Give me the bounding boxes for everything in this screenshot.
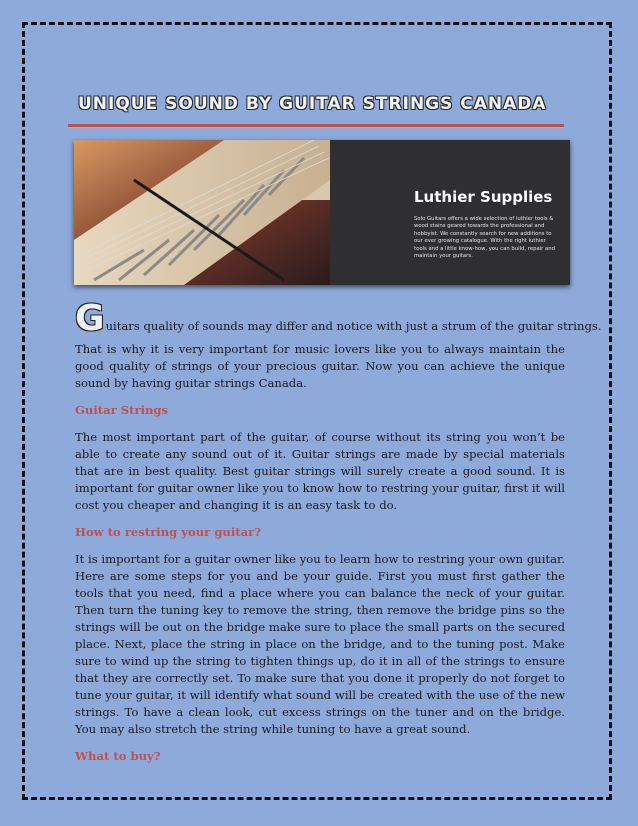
luthier-supplies-banner — [74, 140, 570, 285]
banner-text: Solo Guitars offers a wide selection of luthier tools & wood stains geared towards the professional and hobbyist. We constantly search for new additions to our ever growing catalogue. With the right luthier tools and a little know-how, you can build, repair and maintain your guitars. — [414, 216, 556, 260]
banner-heading: Luthier Supplies — [414, 188, 553, 206]
section-heading-what-to-buy: What to buy? — [75, 749, 161, 763]
section-heading-guitar-strings: Guitar Strings — [75, 403, 169, 417]
intro-first-line — [75, 298, 602, 339]
title-underline — [68, 124, 564, 128]
page-title-text: UNIQUE SOUND BY GUITAR STRINGS CANADA — [78, 94, 547, 114]
article-body — [75, 298, 602, 775]
section-body-how-to-restring: It is important for a guitar owner like you to learn how to restring your own guitar. Here are some steps for you and be your guide. First you must first gather the tools that you need, find a place where you can balance the neck of your guitar. Then turn the tuning key to remove the string, then remove the bridge pins so the strings will be out on the bridge make sure to place the small parts on the secured place. Next, place the string in place on the bridge, and to the tuning post. Make sure to wind up the string to tighten things up, do it in all of the strings to ensure that they are correctly set. To make sure that you done it properly do not forget to tune your guitar, it will identify what sound will be created with the use of the new strings. To have a clean look, cut excess strings on the tuner and on the bridge. You may also stretch the string while tuning to have a great sound. — [75, 552, 565, 736]
section-heading-how-to-restring: How to restring your guitar? — [75, 525, 262, 539]
guitar-fretboard-photo — [74, 140, 570, 285]
section-body-guitar-strings: The most important part of the guitar, of course without its string you won’t be able to create any sound out of it. Guitar strings are made by special materials that are in best quality. Best guitar strings will surely create a good sound. It is important for guitar owner like you to know how to restring your guitar, first it will cost you cheaper and changing it is an easy task to do. — [75, 430, 565, 512]
intro-first-line-text: uitars quality of sounds may differ and notice with just a strum of the guitar strings. — [105, 319, 602, 333]
intro-paragraph: That is why it is very important for music lovers like you to always maintain the good quality of strings of your precious guitar. Now you can achieve the unique sound by having guitar strings Canada. — [75, 342, 565, 390]
drop-cap: G — [75, 298, 105, 339]
page-title — [78, 94, 548, 114]
